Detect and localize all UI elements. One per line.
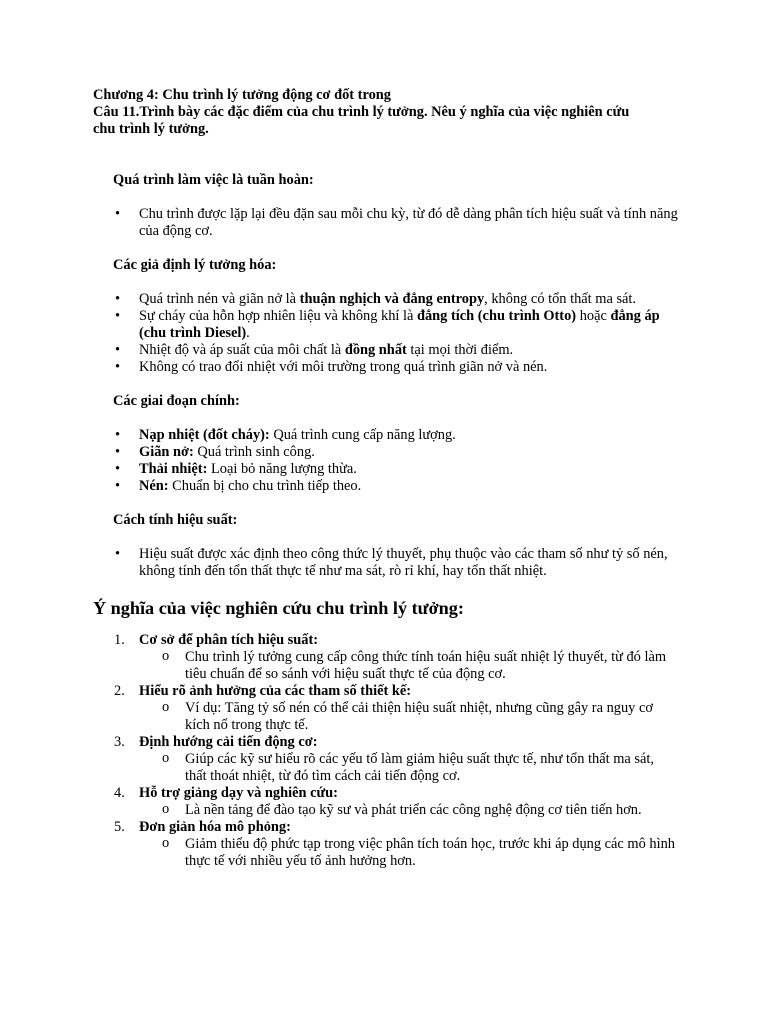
section-title: Cách tính hiệu suất: (113, 512, 238, 528)
item-text-bold: thuận nghịch và đẳng entropy (299, 291, 485, 307)
bullet-list (93, 291, 678, 376)
item-text: Không có trao đổi nhiệt với môi trường trong quá trình giãn nở và nén. (139, 359, 548, 375)
sub-list (139, 649, 678, 683)
list-item (139, 291, 678, 308)
section-title: Các giả định lý tưởng hóa: (113, 257, 277, 273)
list-item (139, 546, 678, 580)
numbered-item (114, 734, 678, 785)
item-text: Nhiệt độ và áp suất của môi chất là (139, 342, 345, 358)
numbered-item (114, 632, 678, 683)
question-line-1: Câu 11.Trình bày các đặc điểm của chu trình lý tưởng. Nêu ý nghĩa của việc nghiên cứu (93, 104, 630, 120)
list-item (139, 478, 678, 495)
item-number: 5. (114, 819, 125, 835)
item-title: Hiểu rõ ảnh hưởng của các tham số thiết kế: (139, 683, 412, 699)
item-number: 3. (114, 734, 125, 750)
numbered-list (93, 632, 678, 870)
sub-item: o Là nền tảng để đào tạo kỹ sư và phát triển các công nghệ động cơ tiên tiến hơn. (185, 802, 678, 819)
sub-list (139, 700, 678, 734)
item-text: Chu trình được lặp lại đều đặn sau mỗi chu kỳ, từ đó dễ dàng phân tích hiệu suất và tính năng của động cơ. (139, 206, 678, 239)
chapter-title: Chương 4: Chu trình lý tưởng động cơ đốt trong (93, 87, 391, 103)
item-text: tại mọi thời điểm. (406, 342, 514, 358)
item-text-bold: Nạp nhiệt (đốt cháy): (139, 427, 270, 443)
item-title: Định hướng cải tiến động cơ: (139, 734, 318, 750)
item-number: 2. (114, 683, 125, 699)
bullet-list (93, 546, 678, 580)
sub-item: o Chu trình lý tưởng cung cấp công thức tính toán hiệu suất nhiệt lý thuyết, từ đó làm tiêu chuẩn để so sánh với hiệu suất thực tế của động cơ. (185, 649, 678, 683)
item-text-bold: đẳng tích (chu trình Otto) (416, 308, 577, 324)
list-item (139, 461, 678, 478)
item-text: Loại bỏ năng lượng thừa. (207, 461, 357, 477)
list-item (139, 427, 678, 444)
bullet-list (93, 427, 678, 495)
sub-list (139, 751, 678, 785)
item-title: Đơn giản hóa mô phỏng: (139, 819, 291, 835)
item-text: Hiệu suất được xác định theo công thức lý thuyết, phụ thuộc vào các tham số như tỷ số nén, không tính đến tổn thất thực tế như ma sát, rò rỉ khí, hay tổn thất nhiệt. (139, 546, 668, 579)
item-title: Hỗ trợ giảng dạy và nghiên cứu: (139, 785, 338, 801)
item-text: Quá trình sinh công. (193, 444, 315, 460)
item-text: Quá trình nén và giãn nở là (139, 291, 300, 307)
section-working-process (93, 172, 678, 240)
document-page (93, 87, 678, 870)
item-text-bold: Giãn nở: (139, 444, 194, 460)
item-number: 1. (114, 632, 125, 648)
list-item (139, 444, 678, 461)
item-text-bold: đẳng áp (chu trình Diesel) (139, 308, 660, 341)
item-text: Quá trình cung cấp năng lượng. (269, 427, 456, 443)
item-text-bold: đồng nhất (344, 342, 407, 358)
section-title: Các giai đoạn chính: (113, 393, 240, 409)
sub-item: o Ví dụ: Tăng tỷ số nén có thể cải thiện hiệu suất nhiệt, nhưng cũng gây ra nguy cơ kích nổ trong thực tế. (185, 700, 678, 734)
section-title: Quá trình làm việc là tuần hoàn: (113, 172, 314, 188)
item-text: Sự cháy của hỗn hợp nhiên liệu và không khí là (139, 308, 417, 324)
item-text: , không có tổn thất ma sát. (484, 291, 637, 307)
item-text: . (246, 325, 250, 341)
list-item (139, 342, 678, 359)
item-number: 4. (114, 785, 125, 801)
item-title: Cơ sở để phân tích hiệu suất: (139, 632, 319, 648)
list-item (139, 359, 678, 376)
numbered-item (114, 819, 678, 870)
sub-item: o Giúp các kỹ sư hiểu rõ các yếu tố làm giảm hiệu suất thực tế, như tổn thất ma sát, thất thoát nhiệt, từ đó tìm cách cải tiến động cơ. (185, 751, 678, 785)
sub-list (139, 802, 678, 819)
list-item (139, 308, 678, 342)
significance-title: Ý nghĩa của việc nghiên cứu chu trình lý tưởng: (93, 598, 464, 618)
numbered-item (114, 683, 678, 734)
section-efficiency (93, 512, 678, 580)
item-text-bold: Thải nhiệt: (139, 461, 208, 477)
item-text-bold: Nén: (139, 478, 169, 494)
item-text: hoặc (576, 308, 611, 324)
section-main-stages (93, 393, 678, 495)
list-item (139, 206, 678, 240)
sub-list (139, 836, 678, 870)
bullet-list (93, 206, 678, 240)
document-heading (93, 87, 678, 138)
item-text: Chuẩn bị cho chu trình tiếp theo. (168, 478, 362, 494)
section-significance (93, 597, 678, 870)
question-line-2: chu trình lý tưởng. (93, 121, 209, 137)
sub-item: o Giảm thiểu độ phức tạp trong việc phân tích toán học, trước khi áp dụng các mô hình thực tế với nhiều yếu tố ảnh hưởng hơn. (185, 836, 678, 870)
section-idealized-assumptions (93, 257, 678, 376)
numbered-item (114, 785, 678, 819)
